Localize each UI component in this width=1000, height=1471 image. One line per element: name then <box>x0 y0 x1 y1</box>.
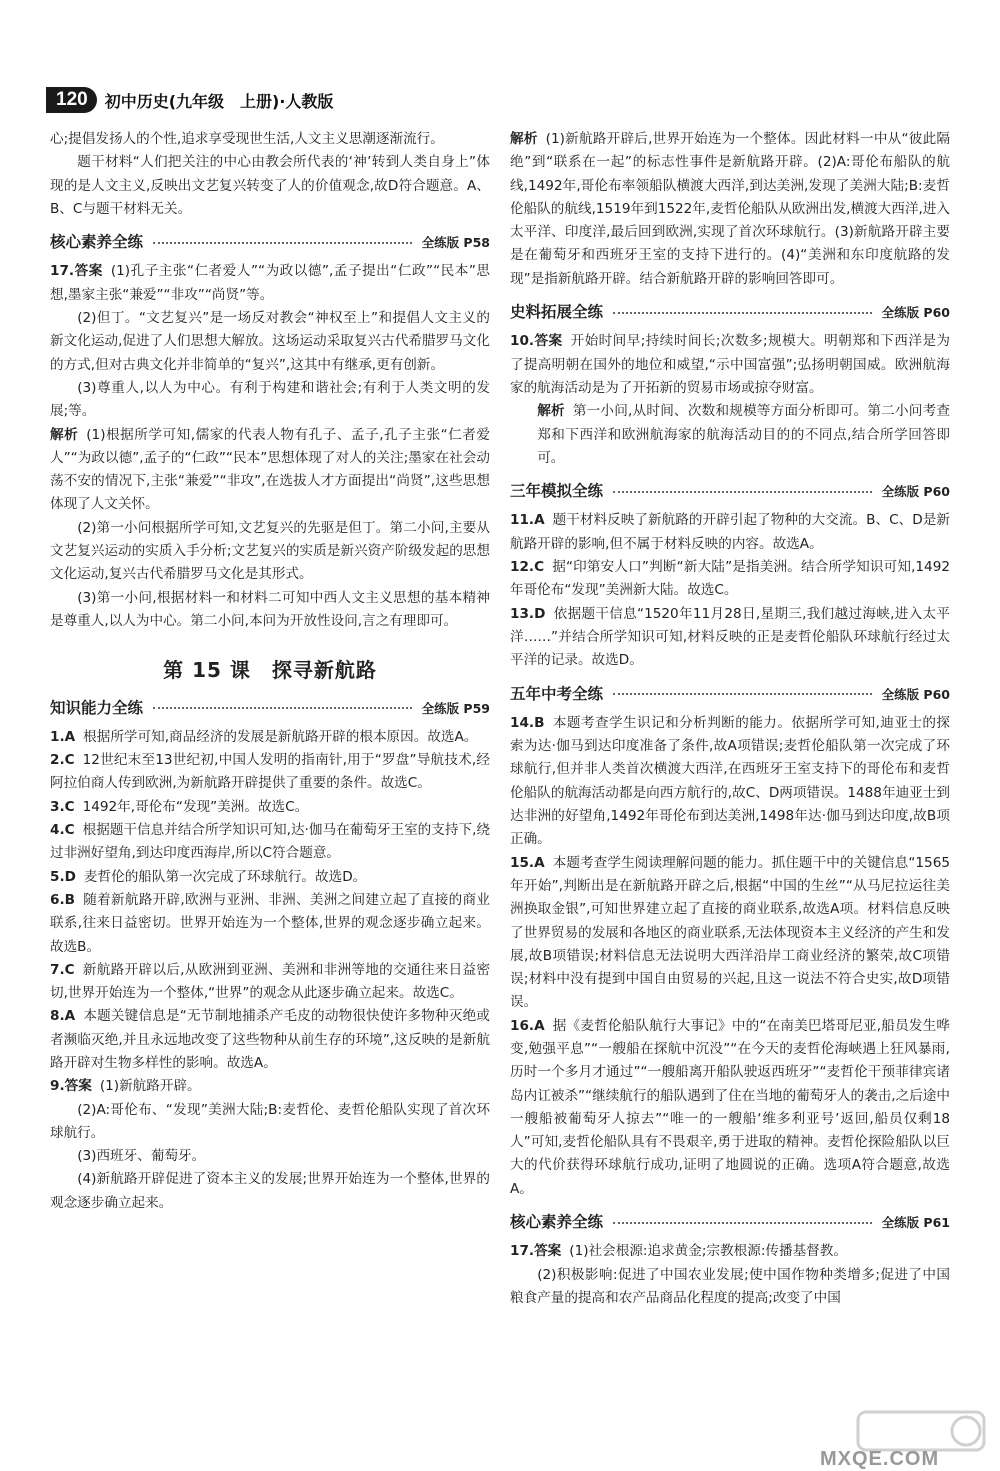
left-column <box>50 128 490 1215</box>
question-number: 3.C <box>50 798 75 815</box>
section-title: 史料拓展全练 <box>510 303 604 322</box>
q17b-answer <box>510 1240 950 1263</box>
question-number: 4.C <box>50 822 75 839</box>
right-column <box>510 128 950 1310</box>
item-text: 随着新航路开辟,欧洲与亚洲、非洲、美洲之间建立起了直接的商业联系,往来日益密切。世界开始连为一个整体,世界的观念逐步确立起来。故选B。 <box>50 891 490 955</box>
list-item <box>510 509 950 556</box>
question-number: 2.C <box>50 752 75 769</box>
item-text: 依据题干信息“1520年11月28日,星期三,我们越过海峡,进入太平洋……”并结合所学知识可知,材料反映的正是麦哲伦船队环球航行经过太平洋的记录。故选D。 <box>510 605 950 669</box>
question-number: 15.A <box>510 854 545 871</box>
answer-label: 答案 <box>64 1078 92 1095</box>
answer-text: (1)社会根源:追求黄金;宗教根源:传播基督教。 <box>569 1243 847 1260</box>
list-item <box>510 712 950 852</box>
dotted-divider <box>613 491 872 493</box>
answer-text: (2)A:哥伦布、“发现”美洲大陆;B:麦哲伦、麦哲伦船队实现了首次环球航行。 <box>50 1101 490 1141</box>
section-title: 核心素养全练 <box>510 1213 604 1232</box>
list-item <box>50 1005 490 1075</box>
section-header <box>510 683 950 706</box>
q9-answer <box>50 1075 490 1098</box>
question-number: 10. <box>510 333 535 350</box>
answer-text: (1)新航路开辟。 <box>99 1078 201 1095</box>
item-text: 题干材料反映了新航路的开辟引起了物种的大交流。B、C、D是新航路开辟的影响,但不属于材料反映的内容。故选A。 <box>510 512 950 552</box>
list-item <box>510 556 950 603</box>
item-text: 据《麦哲伦船队航行大事记》中的“在南美巴塔哥尼亚,船员发生哗变,勉强平息”“一艘船在探航中沉没”“在今天的麦哲伦海峡遇上狂风暴雨,历时一个多月才通过”“一艘船离开船队驶返西班牙”“麦哲伦干预菲律宾诸岛内讧被杀”“继续航行的船队遇到了住在当地的葡萄牙人的袭击,之后途中一艘船被葡萄牙人掠去”“唯一的一艘船‘维多利亚号’返回,船员仅剩18人”可知,麦哲伦船队具有不畏艰辛,勇于进取的精神。麦哲伦探险船队以巨大的代价获得环球航行成功,证明了地圆说的正确。选项A符合题意,故选A。 <box>510 1017 950 1197</box>
section-ref: 全练版 P60 <box>881 686 950 702</box>
item-text: 12世纪末至13世纪初,中国人发明的指南针,用于“罗盘”导航技术,经阿拉伯商人传到欧洲,为新航路开辟提供了重要的条件。故选C。 <box>50 752 490 792</box>
question-number: 12.C <box>510 559 545 576</box>
list-item <box>50 959 490 1006</box>
page-header <box>46 82 333 118</box>
section-ref: 全练版 P61 <box>881 1215 950 1231</box>
answer-text: 开始时间早;持续时间长;次数多;规模大。明朝郑和下西洋是为了提高明朝在国外的地位和威望,“示中国富强”;弘扬明朝国威。欧洲航海家的航海活动是为了开拓新的贸易市场或掠夺财富。 <box>510 333 950 396</box>
answer-label: 答案 <box>534 333 563 350</box>
section-ref: 全练版 P58 <box>421 235 490 251</box>
question-number: 6.B <box>50 891 75 908</box>
q17-analysis <box>50 424 490 517</box>
q10-answer <box>510 330 950 400</box>
watermark-text: MXQE.COM <box>820 1448 940 1470</box>
q17-answer <box>50 260 490 307</box>
section-header <box>510 301 950 324</box>
question-number: 17. <box>50 263 75 280</box>
answer-text: (3)尊重人,以人为中心。有利于构建和谐社会;有利于人类文明的发展;等。 <box>50 379 490 420</box>
section-header <box>510 480 950 503</box>
item-text: 本题考查学生识记和分析判断的能力。依据所学可知,迪亚士的探索为达·伽马到达印度准备了条件,故A项错误;麦哲伦船队第一次完成了环球航行,但并非人类首次横渡大西洋,在西班牙王室支持下的哥伦布和麦哲伦船队的航海活动都是向西方航行的,故C、D两项错误。1488年迪亚士到达非洲的好望角,1492年哥伦布到达美洲,1498年达·伽马到达印度,故B项正确。 <box>510 714 950 848</box>
book-title: 初中历史(九年级 上册)·人教版 <box>104 91 334 111</box>
answer-text: (1)孔子主张“仁者爱人”“为政以德”,孟子提出“仁政”“民本”思想,墨家主张“兼爱”“非攻”“尚贤”等。 <box>50 263 491 303</box>
list-item <box>510 852 950 1015</box>
list-item <box>50 866 490 889</box>
section-title: 核心素养全练 <box>50 233 144 252</box>
item-text: 根据题干信息并结合所学知识可知,达·伽马在葡萄牙王室的支持下,绕过非洲好望角,到达印度西海岸,所以C符合题意。 <box>50 822 490 862</box>
answer-text: (3)西班牙、葡萄牙。 <box>77 1148 206 1165</box>
answer-text: (4)新航路开辟促进了资本主义的发展;世界开始连为一个整体,世界的观念逐步确立起来。 <box>50 1171 490 1211</box>
dotted-divider <box>613 693 872 695</box>
analysis-label: 解析 <box>537 403 565 420</box>
list-item <box>50 726 490 749</box>
dotted-divider <box>613 1222 872 1224</box>
item-text: 麦哲伦的船队第一次完成了环球航行。故选D。 <box>83 868 367 885</box>
list-item <box>510 603 950 673</box>
list-item <box>510 1015 950 1201</box>
question-number: 8.A <box>50 1008 76 1025</box>
question-number: 17. <box>510 1243 535 1260</box>
question-number: 14.B <box>510 714 545 731</box>
section-ref: 全练版 P60 <box>881 305 950 321</box>
section-header <box>50 697 490 720</box>
list-item <box>50 796 490 819</box>
dotted-divider <box>153 242 412 244</box>
analysis-text: 第一小问,从时间、次数和规模等方面分析即可。第二小问考查郑和下西洋和欧洲航海家的航海活动目的的不同点,结合所学回答即可。 <box>537 403 950 466</box>
dotted-divider <box>153 707 412 709</box>
section-header <box>510 1211 950 1234</box>
question-number: 13.D <box>510 605 546 622</box>
q10-analysis <box>510 400 950 470</box>
item-text: 据“印第安人口”判断“新大陆”是指美洲。结合所学知识可知,1492年哥伦布“发现”美洲新大陆。故选C。 <box>510 559 950 599</box>
item-text: 新航路开辟以后,从欧洲到亚洲、美洲和非洲等地的交通往来日益密切,世界开始连为一个整体,“世界”的观念从此逐步确立起来。故选C。 <box>50 961 490 1002</box>
intro-line: 心;提倡发扬人的个性,追求享受现世生活,人文主义思潮逐渐流行。 <box>50 131 444 147</box>
list-item <box>50 749 490 796</box>
item-text: 本题关键信息是“无节制地捕杀产毛皮的动物很快使许多物种灭绝或者濒临灭绝,并且永远地改变了这些物种从前生存的环境”,这反映的是新航路开辟对生物多样性的影响。故选A。 <box>50 1008 490 1071</box>
analysis-text: (3)第一小问,根据材料一和材料二可知中西人文主义思想的基本精神是尊重人,以人为中心。第二小问,本问为开放性设问,言之有理即可。 <box>50 589 490 629</box>
list-item <box>50 889 490 959</box>
question-number: 16.A <box>510 1017 545 1034</box>
q9-analysis <box>510 128 950 291</box>
intro-paragraph: 题干材料“人们把关注的中心由教会所代表的‘神’转到人类自身上”体现的是人文主义,反映出文艺复兴转变了人的价值观念,故D符合题意。A、B、C与题干材料无关。 <box>50 154 490 217</box>
question-number: 5.D <box>50 868 76 885</box>
section-header <box>50 231 490 254</box>
list-item <box>50 819 490 866</box>
analysis-text: (1)根据所学可知,儒家的代表人物有孔子、孟子,孔子主张“仁者爱人”“为政以德”,孟子的“仁政”“民本”思想体现了对人的关注;墨家在社会动荡不安的情况下,主张“兼爱”“非攻”,在选拔人才方面提出“尚贤”,这些思想体现了人文关怀。 <box>50 426 490 513</box>
question-number: 1.A <box>50 728 76 745</box>
question-number: 7.C <box>50 961 75 978</box>
analysis-label: 解析 <box>50 426 79 443</box>
page-number: 120 <box>46 87 97 113</box>
answer-label: 答案 <box>74 263 103 280</box>
question-number: 9. <box>50 1078 65 1095</box>
answer-label: 答案 <box>534 1243 562 1260</box>
section-ref: 全练版 P60 <box>881 484 950 500</box>
section-ref: 全练版 P59 <box>421 700 490 716</box>
section-title: 五年中考全练 <box>510 684 604 703</box>
item-text: 本题考查学生阅读理解问题的能力。抓住题干中的关键信息“1565年开始”,判断出是在新航路开辟之后,根据“中国的生丝”“从马尼拉运往美洲换取金银”,可知世界建立起了直接的商业联系,故选A项。材料信息反映了世界贸易的发展和各地区的商业联系,无法体现资本主义经济的产生和发展,故B项错误;材料信息无法说明大西洋沿岸工商业经济的繁荣,故C项错误;材料中没有提到中国自由贸易的兴起,且这一说法不符合史实,故D项错误。 <box>510 854 950 1011</box>
dotted-divider <box>613 312 872 314</box>
analysis-text: (1)新航路开辟后,世界开始连为一个整体。因此材料一中从“彼此隔绝”到“联系在一起”的标志性事件是新航路开辟。(2)A:哥伦布船队的航线,1492年,哥伦布率领船队横渡大西洋,到达美洲,发现了美洲大陆;B:麦哲伦船队的航线,1519年到1522年,麦哲伦船队从欧洲出发,横渡大西洋,进入太平洋、印度洋,最后回到欧洲,实现了首次环球航行。(3)新航路开辟主要是在葡萄牙和西班牙王室的支持下进行的。(4)“美洲和东印度航路的发现”是指新航路开辟。结合新航路开辟的影响回答即可。 <box>510 131 950 287</box>
item-text: 1492年,哥伦布“发现”美洲。故选C。 <box>82 798 309 815</box>
answer-text: (2)积极影响:促进了中国农业发展;使中国作物种类增多;促进了中国粮食产量的提高和农产品商品化程度的提高;改变了中国 <box>510 1266 950 1306</box>
analysis-label: 解析 <box>510 131 538 147</box>
section-title: 三年模拟全练 <box>510 482 604 501</box>
section-title: 知识能力全练 <box>50 698 144 717</box>
lesson-title: 第 15 课 探寻新航路 <box>163 658 377 683</box>
analysis-text: (2)第一小问根据所学可知,文艺复兴的先驱是但丁。第二小问,主要从文艺复兴运动的实质入手分析;文艺复兴的实质是新兴资产阶级发起的思想文化运动,复兴古代希腊罗马文化是其形式。 <box>50 519 490 583</box>
answer-text: (2)但丁。“文艺复兴”是一场反对教会“神权至上”和提倡人文主义的新文化运动,促进了人们思想大解放。这场运动采取复兴古代希腊罗马文化的方式,但对古典文化并非简单的“复兴”,这其中有继承,更有创新。 <box>50 310 490 373</box>
item-text: 根据所学可知,商品经济的发展是新航路开辟的根本原因。故选A。 <box>83 728 478 745</box>
question-number: 11.A <box>510 512 545 529</box>
